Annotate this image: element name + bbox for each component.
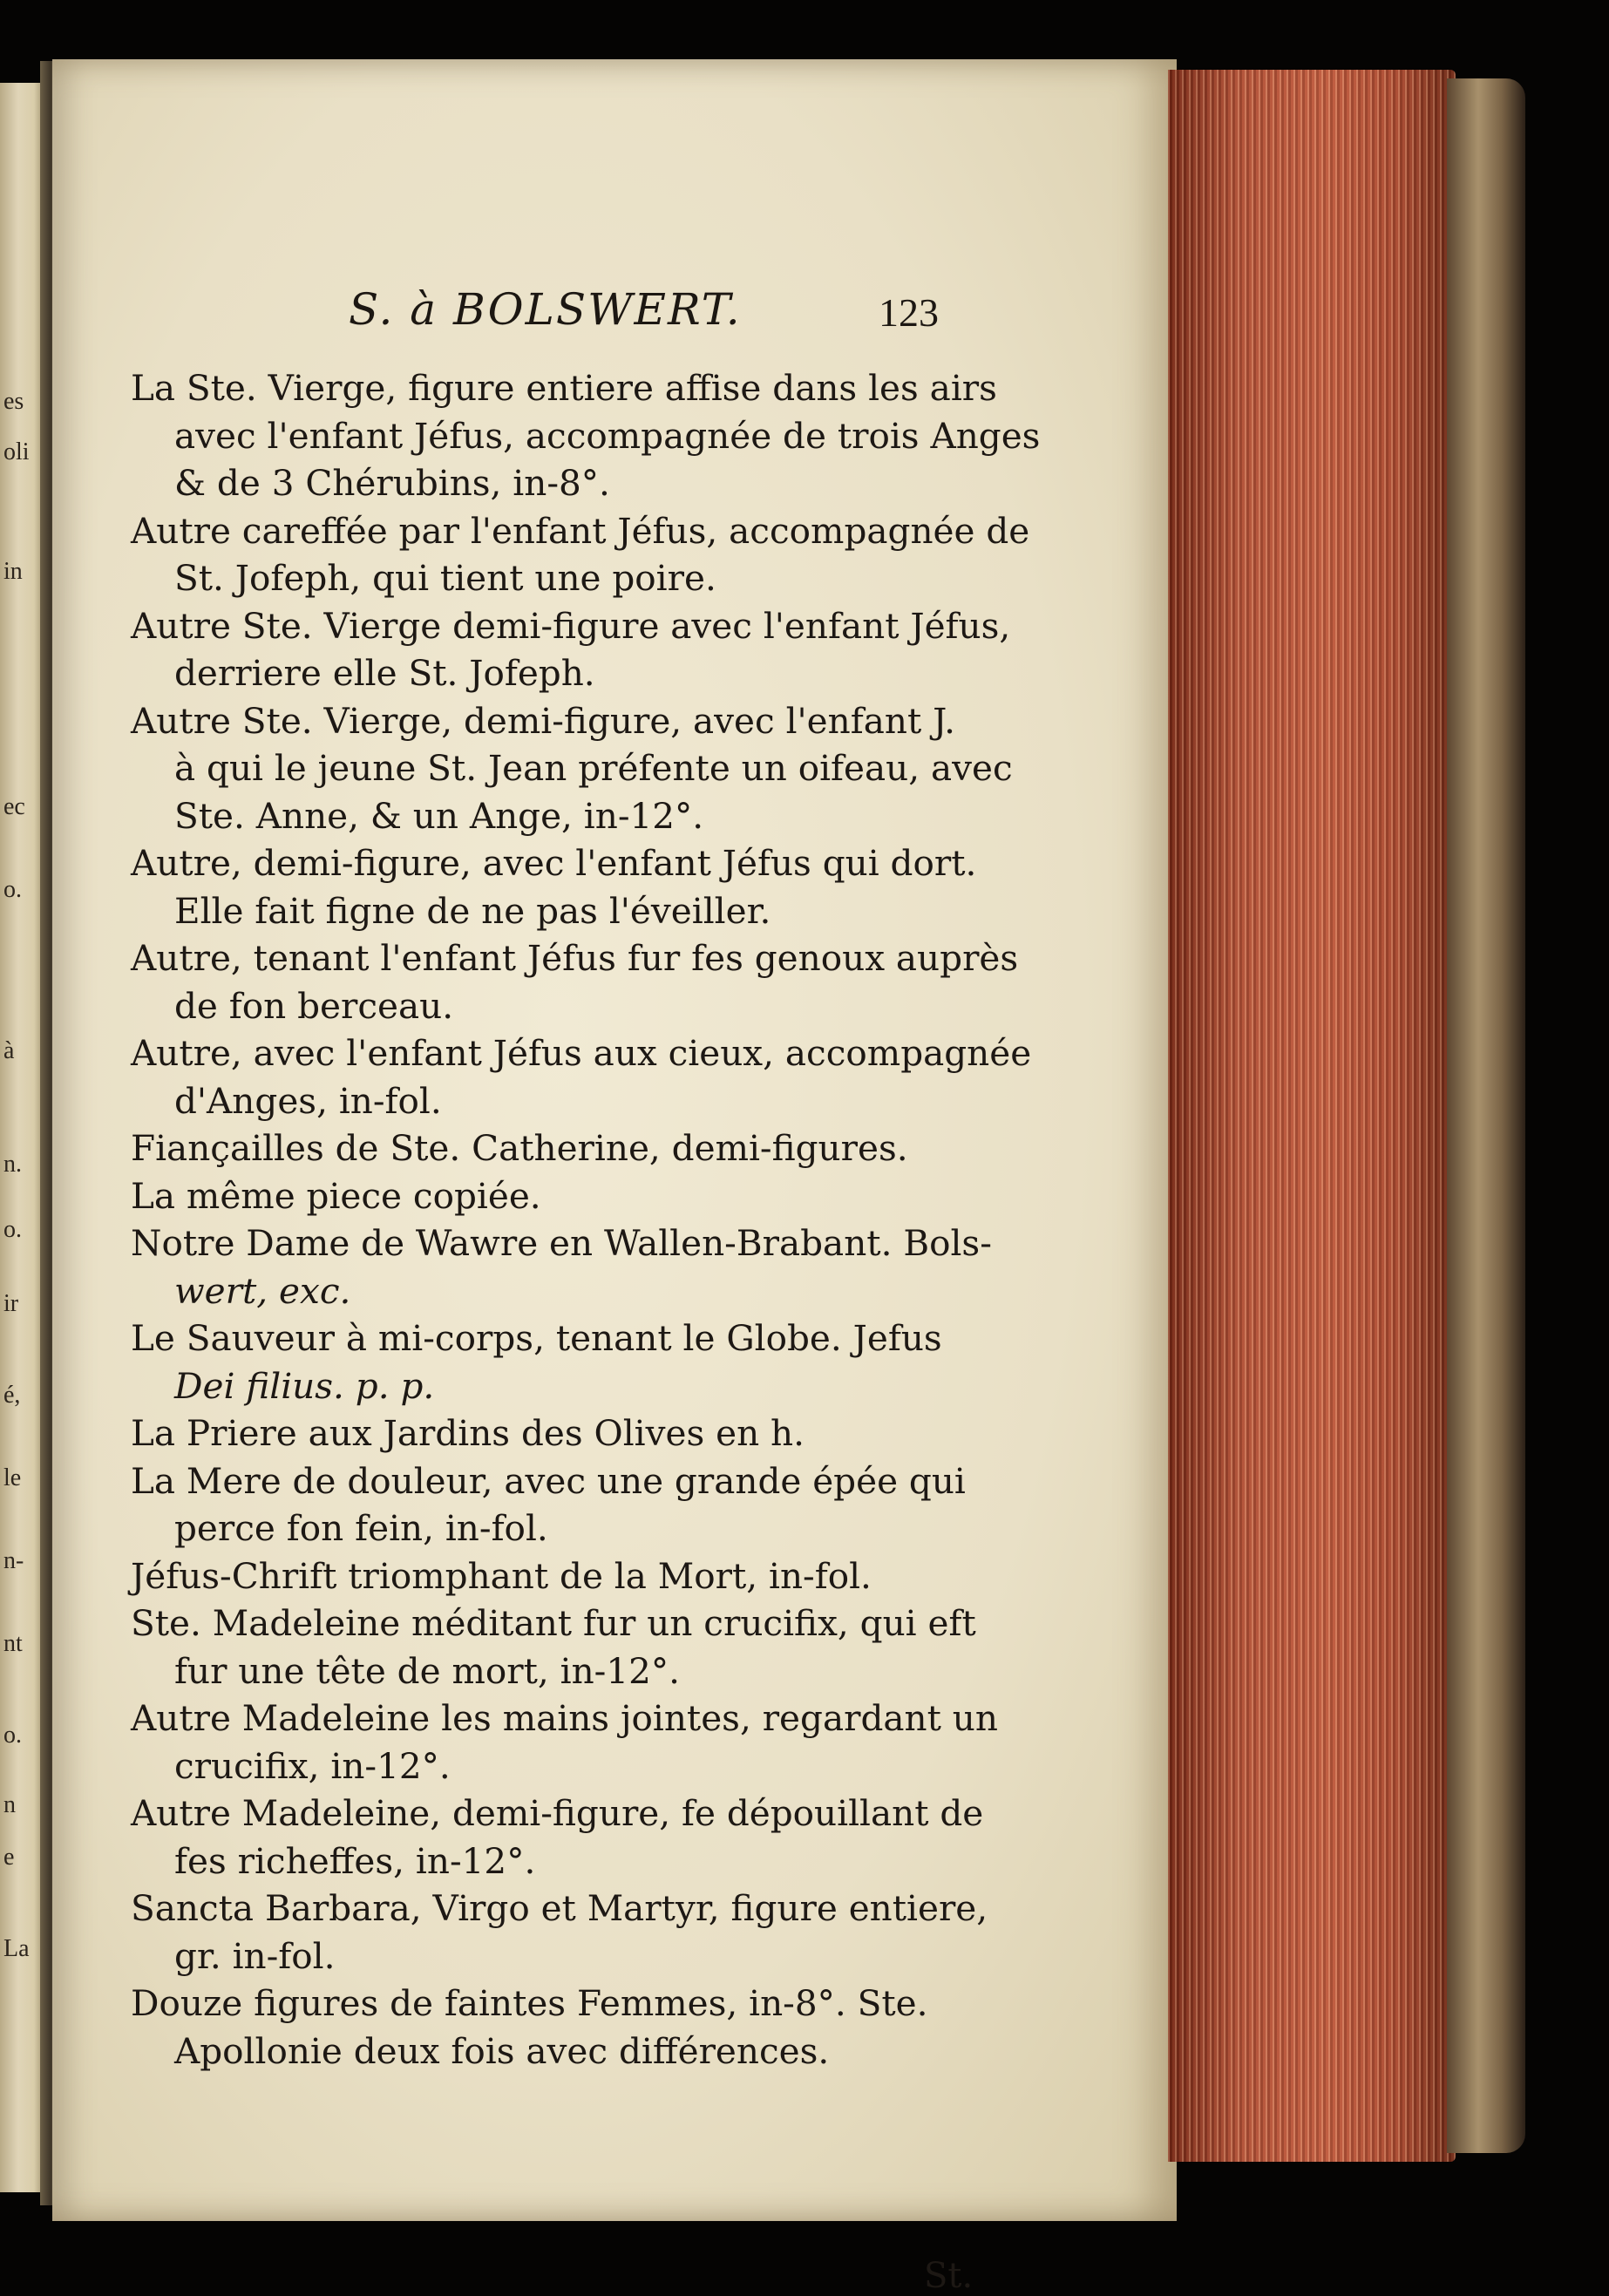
entry-line: La Mere de douleur, avec une grande épée qui <box>131 1459 966 1502</box>
facing-page-fragment: oli <box>3 438 30 465</box>
catalogue-entry <box>52 1600 1177 1695</box>
entry-line: Jéfus-Chrift triomphant de la Mort, in-fol. <box>131 1554 872 1597</box>
entry-continuation: de fon berceau. <box>174 984 454 1027</box>
catalogue-entry <box>52 507 1177 602</box>
entry-line: Le Sauveur à mi-corps, tenant le Globe. Jefus <box>131 1317 942 1359</box>
catchword: St. <box>924 2256 974 2296</box>
entry-line: Autre careffée par l'enfant Jéfus, accompagnée de <box>131 509 1030 552</box>
entry-continuation: d'Anges, in-fol. <box>174 1079 442 1122</box>
facing-page-fragment: ec <box>3 793 25 820</box>
facing-page-fragment: in <box>3 558 23 585</box>
entry-continuation: wert, exc. <box>174 1269 351 1312</box>
facing-page-fragment: à <box>3 1037 15 1064</box>
entry-line: Sancta Barbara, Virgo et Martyr, figure entiere, <box>131 1887 988 1929</box>
entry-continuation: gr. in-fol. <box>174 1934 336 1977</box>
page-number: 123 <box>879 290 939 335</box>
facing-page-fragment: o. <box>3 1722 22 1749</box>
entry-line: Ste. Madeleine méditant fur un crucifix, qui eft <box>131 1602 976 1644</box>
page-block-edge <box>1168 70 1456 2162</box>
entry-continuation: fes richeffes, in-12°. <box>174 1839 536 1882</box>
catalogue-entry <box>52 1172 1177 1220</box>
catalogue-entry <box>52 1552 1177 1600</box>
book-binding <box>1447 78 1525 2153</box>
catalogue-entry <box>52 1695 1177 1790</box>
catalogue-entry <box>52 1980 1177 2075</box>
facing-page-fragment: es <box>3 388 24 415</box>
catalogue-entry <box>52 1885 1177 1980</box>
catalogue-entry <box>52 602 1177 697</box>
page-header <box>52 284 1177 336</box>
entry-continuation: perce fon fein, in-fol. <box>174 1507 548 1549</box>
facing-page-fragment: nt <box>3 1630 23 1657</box>
facing-page-fragment: o. <box>3 876 22 903</box>
facing-page-fragment: n. <box>3 1151 22 1178</box>
entry-line: Autre Ste. Vierge, demi-figure, avec l'enfant J. <box>131 699 956 742</box>
entry-continuation: Apollonie deux fois avec différences. <box>174 2029 830 2072</box>
entry-line: Autre, demi-figure, avec l'enfant Jéfus qui dort. <box>131 842 977 884</box>
catalogue-entry <box>52 697 1177 792</box>
entry-continuation: Dei filius. p. p. <box>174 1364 435 1407</box>
catalogue-entry <box>52 1029 1177 1124</box>
catalogue-entry <box>52 1790 1177 1885</box>
entry-continuation: crucifix, in-12°. <box>174 1744 451 1787</box>
catalogue-entry <box>52 1219 1177 1314</box>
book-page <box>52 59 1177 2296</box>
running-head: S. à BOLSWERT. <box>349 284 742 335</box>
catalogue-entry <box>52 364 1177 459</box>
catalogue-entry <box>52 459 1177 507</box>
facing-page-fragment: n- <box>3 1547 24 1574</box>
facing-page-fragment: ir <box>3 1290 19 1317</box>
catalogue-entry <box>52 1124 1177 1172</box>
facing-page-fragment: La <box>3 1935 30 1962</box>
entry-continuation: St. Jofeph, qui tient une poire. <box>174 557 716 599</box>
facing-page-fragment: n <box>3 1791 16 1818</box>
catalogue-entry <box>52 1410 1177 1457</box>
entry-line: Autre Madeleine les mains jointes, regardant un <box>131 1697 998 1739</box>
facing-page-fragment: le <box>3 1464 22 1491</box>
facing-page-edge <box>0 83 45 2192</box>
entry-continuation: fur une tête de mort, in-12°. <box>174 1649 680 1692</box>
entry-continuation: & de 3 Chérubins, in-8°. <box>174 462 610 504</box>
entry-line: La Ste. Vierge, figure entiere affise dans les airs <box>131 367 997 409</box>
catalogue-entry <box>52 934 1177 1029</box>
catalogue-entry <box>52 792 1177 840</box>
entry-line: La Priere aux Jardins des Olives en h. <box>131 1412 805 1454</box>
facing-page-fragment: e <box>3 1844 15 1871</box>
entry-continuation: derriere elle St. Jofeph. <box>174 652 595 694</box>
entry-line: La même piece copiée. <box>131 1174 541 1217</box>
catalogue-entry <box>52 1457 1177 1552</box>
entry-continuation: Ste. Anne, & un Ange, in-12°. <box>174 794 704 837</box>
facing-page-fragment: o. <box>3 1216 22 1243</box>
catalogue-entry <box>52 1314 1177 1410</box>
entry-list <box>52 364 1177 2075</box>
entry-line: Autre, avec l'enfant Jéfus aux cieux, accompagnée <box>131 1032 1032 1074</box>
entry-line: Douze figures de faintes Femmes, in-8°. Ste. <box>131 1982 928 2024</box>
catalogue-entry <box>52 839 1177 934</box>
entry-continuation: Elle fait figne de ne pas l'éveiller. <box>174 889 771 932</box>
facing-page-fragment: é, <box>3 1382 21 1409</box>
entry-line: Fiançailles de Ste. Catherine, demi-figures. <box>131 1127 908 1169</box>
entry-line: Notre Dame de Wawre en Wallen-Brabant. Bols- <box>131 1222 992 1264</box>
entry-line: Autre, tenant l'enfant Jéfus fur fes genoux auprès <box>131 937 1019 979</box>
entry-line: Autre Madeleine, demi-figure, fe dépouillant de <box>131 1792 984 1834</box>
entry-line: Autre Ste. Vierge demi-figure avec l'enfant Jéfus, <box>131 604 1011 647</box>
entry-continuation: avec l'enfant Jéfus, accompagnée de trois Anges <box>174 414 1041 457</box>
entry-continuation: à qui le jeune St. Jean préfente un oifeau, avec <box>174 747 1013 789</box>
